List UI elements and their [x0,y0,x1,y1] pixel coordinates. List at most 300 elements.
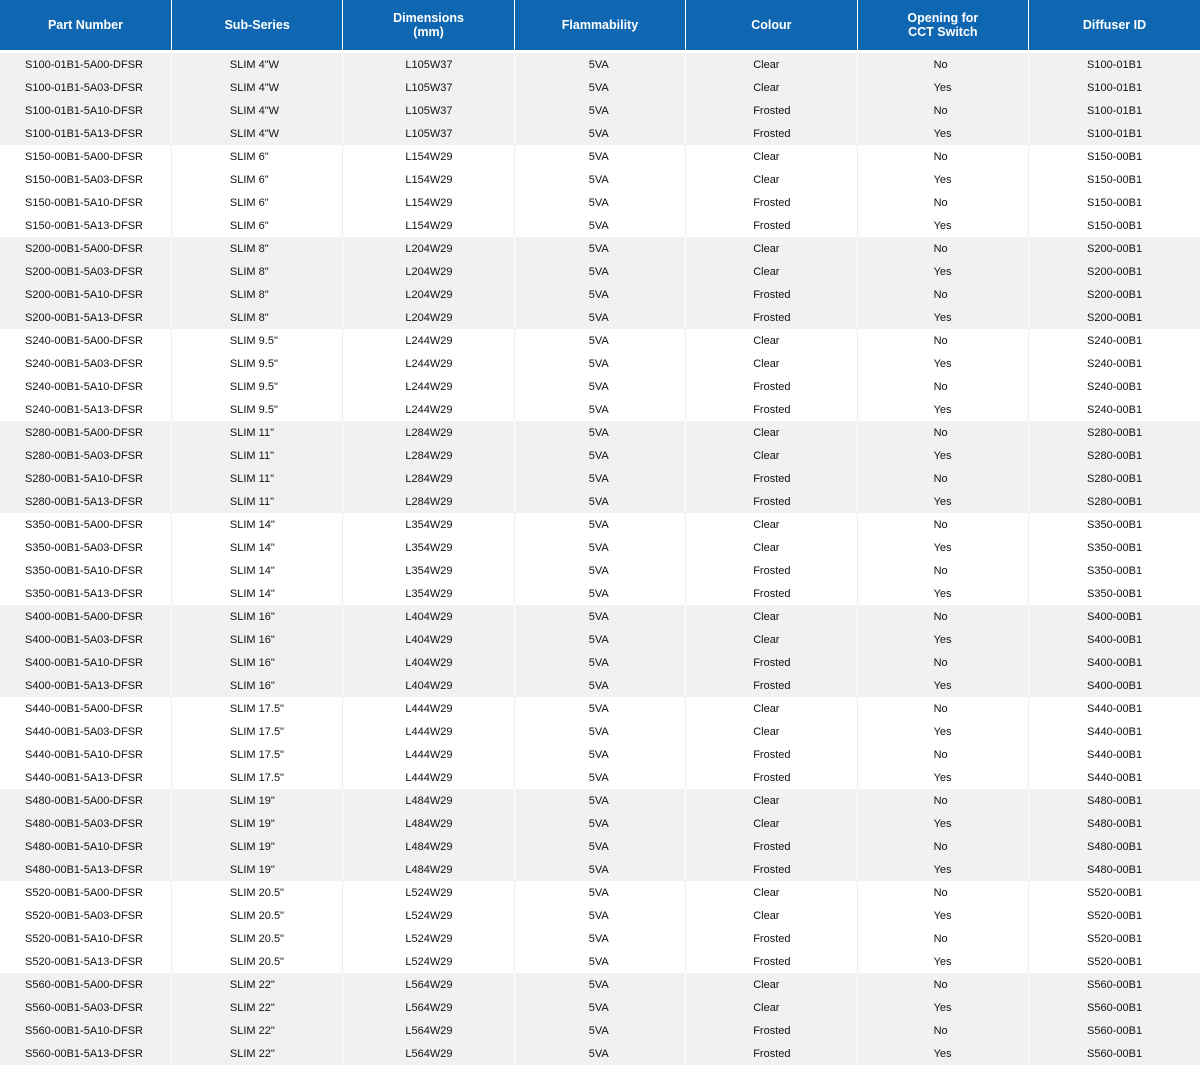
cell-colour: Frosted [686,766,857,789]
cell-colour: Frosted [686,582,857,605]
cell-cct-switch-opening: Yes [857,1042,1028,1065]
cell-flammability: 5VA [514,168,685,191]
cell-dimensions: L484W29 [343,835,514,858]
cell-sub-series: SLIM 17.5" [171,697,342,720]
cell-diffuser-id: S280-00B1 [1029,467,1200,490]
column-header-cct-switch-opening [857,0,1028,50]
cell-dimensions: L564W29 [343,996,514,1019]
cell-part-number: S480-00B1-5A13-DFSR [0,858,171,881]
column-header-label: Sub-Series [224,18,290,32]
cell-cct-switch-opening: No [857,99,1028,122]
cell-cct-switch-opening: Yes [857,582,1028,605]
cell-cct-switch-opening: Yes [857,352,1028,375]
cell-part-number: S560-00B1-5A03-DFSR [0,996,171,1019]
cell-diffuser-id: S350-00B1 [1029,559,1200,582]
cell-dimensions: L105W37 [343,122,514,145]
table-row [0,812,1200,835]
cell-sub-series: SLIM 20.5" [171,950,342,973]
cell-flammability: 5VA [514,628,685,651]
cell-dimensions: L284W29 [343,490,514,513]
cell-dimensions: L484W29 [343,812,514,835]
cell-sub-series: SLIM 19" [171,789,342,812]
cell-cct-switch-opening: No [857,329,1028,352]
cell-flammability: 5VA [514,904,685,927]
cell-sub-series: SLIM 14" [171,513,342,536]
cell-colour: Frosted [686,467,857,490]
cell-flammability: 5VA [514,927,685,950]
cell-sub-series: SLIM 19" [171,812,342,835]
cell-flammability: 5VA [514,99,685,122]
cell-diffuser-id: S560-00B1 [1029,1019,1200,1042]
table-row [0,559,1200,582]
cell-colour: Clear [686,536,857,559]
cell-colour: Clear [686,237,857,260]
cell-flammability: 5VA [514,214,685,237]
cell-colour: Frosted [686,283,857,306]
cell-dimensions: L204W29 [343,283,514,306]
cell-colour: Frosted [686,559,857,582]
table-row [0,191,1200,214]
table-row [0,76,1200,99]
cell-dimensions: L484W29 [343,858,514,881]
cell-diffuser-id: S280-00B1 [1029,421,1200,444]
table-header [0,0,1200,50]
cell-dimensions: L284W29 [343,444,514,467]
cell-cct-switch-opening: Yes [857,536,1028,559]
cell-colour: Clear [686,789,857,812]
table-row [0,950,1200,973]
table-row [0,421,1200,444]
cell-flammability: 5VA [514,697,685,720]
cell-flammability: 5VA [514,1019,685,1042]
table-row [0,444,1200,467]
cell-diffuser-id: S520-00B1 [1029,927,1200,950]
cell-dimensions: L204W29 [343,260,514,283]
cell-colour: Frosted [686,674,857,697]
cell-part-number: S150-00B1-5A03-DFSR [0,168,171,191]
cell-dimensions: L284W29 [343,467,514,490]
cell-colour: Clear [686,996,857,1019]
table-row [0,904,1200,927]
column-header-label: Part Number [47,18,123,32]
table-row [0,490,1200,513]
cell-part-number: S100-01B1-5A03-DFSR [0,76,171,99]
table-row [0,605,1200,628]
table-row [0,927,1200,950]
cell-cct-switch-opening: Yes [857,812,1028,835]
cell-dimensions: L105W37 [343,99,514,122]
table-row [0,743,1200,766]
cell-part-number: S280-00B1-5A13-DFSR [0,490,171,513]
cell-diffuser-id: S100-01B1 [1029,122,1200,145]
cell-part-number: S150-00B1-5A13-DFSR [0,214,171,237]
table-body [0,50,1200,1065]
cell-dimensions: L444W29 [343,720,514,743]
cell-part-number: S560-00B1-5A13-DFSR [0,1042,171,1065]
cell-colour: Frosted [686,1019,857,1042]
cell-flammability: 5VA [514,191,685,214]
cell-part-number: S480-00B1-5A03-DFSR [0,812,171,835]
cell-sub-series: SLIM 9.5" [171,398,342,421]
cell-sub-series: SLIM 4"W [171,76,342,99]
cell-cct-switch-opening: Yes [857,766,1028,789]
cell-flammability: 5VA [514,237,685,260]
cell-dimensions: L105W37 [343,53,514,76]
cell-flammability: 5VA [514,444,685,467]
cell-cct-switch-opening: Yes [857,398,1028,421]
cell-cct-switch-opening: Yes [857,950,1028,973]
cell-sub-series: SLIM 16" [171,628,342,651]
cell-sub-series: SLIM 16" [171,674,342,697]
cell-sub-series: SLIM 4"W [171,99,342,122]
column-header-colour [686,0,857,50]
cell-sub-series: SLIM 6" [171,191,342,214]
table-row [0,789,1200,812]
table-row [0,145,1200,168]
cell-part-number: S350-00B1-5A13-DFSR [0,582,171,605]
table-row [0,122,1200,145]
cell-flammability: 5VA [514,398,685,421]
table-row [0,766,1200,789]
cell-diffuser-id: S150-00B1 [1029,191,1200,214]
cell-colour: Clear [686,145,857,168]
cell-flammability: 5VA [514,973,685,996]
cell-part-number: S150-00B1-5A10-DFSR [0,191,171,214]
cell-part-number: S400-00B1-5A00-DFSR [0,605,171,628]
cell-flammability: 5VA [514,352,685,375]
cell-dimensions: L444W29 [343,766,514,789]
cell-part-number: S200-00B1-5A03-DFSR [0,260,171,283]
cell-sub-series: SLIM 17.5" [171,743,342,766]
cell-sub-series: SLIM 11" [171,421,342,444]
cell-colour: Clear [686,444,857,467]
cell-flammability: 5VA [514,283,685,306]
cell-colour: Frosted [686,99,857,122]
cell-sub-series: SLIM 6" [171,145,342,168]
cell-sub-series: SLIM 17.5" [171,766,342,789]
cell-diffuser-id: S150-00B1 [1029,168,1200,191]
column-header-label: Colour [751,18,792,32]
cell-part-number: S280-00B1-5A00-DFSR [0,421,171,444]
cell-sub-series: SLIM 4"W [171,122,342,145]
cell-diffuser-id: S200-00B1 [1029,283,1200,306]
cell-flammability: 5VA [514,858,685,881]
cell-sub-series: SLIM 22" [171,973,342,996]
cell-cct-switch-opening: Yes [857,674,1028,697]
cell-diffuser-id: S240-00B1 [1029,329,1200,352]
cell-dimensions: L444W29 [343,697,514,720]
cell-diffuser-id: S560-00B1 [1029,973,1200,996]
cell-cct-switch-opening: No [857,835,1028,858]
cell-diffuser-id: S240-00B1 [1029,352,1200,375]
table-row [0,881,1200,904]
cell-diffuser-id: S100-01B1 [1029,53,1200,76]
table-row [0,720,1200,743]
cell-cct-switch-opening: Yes [857,858,1028,881]
cell-flammability: 5VA [514,306,685,329]
cell-part-number: S440-00B1-5A10-DFSR [0,743,171,766]
table-row [0,329,1200,352]
cell-sub-series: SLIM 14" [171,559,342,582]
cell-flammability: 5VA [514,743,685,766]
column-header-label: Opening for [907,11,979,25]
cell-part-number: S400-00B1-5A10-DFSR [0,651,171,674]
column-header-flammability [514,0,685,50]
cell-colour: Frosted [686,858,857,881]
cell-diffuser-id: S480-00B1 [1029,812,1200,835]
cell-part-number: S150-00B1-5A00-DFSR [0,145,171,168]
cell-flammability: 5VA [514,76,685,99]
table-row [0,651,1200,674]
cell-diffuser-id: S100-01B1 [1029,99,1200,122]
cell-part-number: S240-00B1-5A13-DFSR [0,398,171,421]
cell-diffuser-id: S480-00B1 [1029,789,1200,812]
cell-dimensions: L244W29 [343,352,514,375]
cell-dimensions: L354W29 [343,582,514,605]
cell-flammability: 5VA [514,996,685,1019]
cell-sub-series: SLIM 14" [171,582,342,605]
cell-cct-switch-opening: No [857,1019,1028,1042]
cell-sub-series: SLIM 16" [171,605,342,628]
cell-diffuser-id: S240-00B1 [1029,375,1200,398]
cell-cct-switch-opening: Yes [857,628,1028,651]
column-header-part-number [0,0,171,50]
cell-colour: Frosted [686,835,857,858]
cell-dimensions: L404W29 [343,651,514,674]
table-row [0,858,1200,881]
cell-flammability: 5VA [514,835,685,858]
cell-cct-switch-opening: No [857,513,1028,536]
cell-sub-series: SLIM 11" [171,467,342,490]
cell-sub-series: SLIM 20.5" [171,904,342,927]
cell-sub-series: SLIM 22" [171,1019,342,1042]
cell-sub-series: SLIM 11" [171,490,342,513]
cell-colour: Clear [686,352,857,375]
cell-sub-series: SLIM 19" [171,858,342,881]
cell-colour: Frosted [686,306,857,329]
cell-sub-series: SLIM 6" [171,214,342,237]
cell-sub-series: SLIM 8" [171,237,342,260]
cell-flammability: 5VA [514,490,685,513]
table-row [0,99,1200,122]
table-row [0,835,1200,858]
cell-part-number: S200-00B1-5A00-DFSR [0,237,171,260]
cell-flammability: 5VA [514,536,685,559]
table-row [0,260,1200,283]
cell-diffuser-id: S560-00B1 [1029,1042,1200,1065]
cell-diffuser-id: S520-00B1 [1029,881,1200,904]
cell-sub-series: SLIM 6" [171,168,342,191]
cell-diffuser-id: S150-00B1 [1029,214,1200,237]
cell-colour: Clear [686,605,857,628]
cell-cct-switch-opening: Yes [857,996,1028,1019]
table-row [0,53,1200,76]
table-row [0,674,1200,697]
cell-dimensions: L244W29 [343,398,514,421]
cell-sub-series: SLIM 8" [171,260,342,283]
cell-flammability: 5VA [514,375,685,398]
cell-diffuser-id: S520-00B1 [1029,904,1200,927]
cell-flammability: 5VA [514,789,685,812]
cell-diffuser-id: S440-00B1 [1029,766,1200,789]
cell-sub-series: SLIM 11" [171,444,342,467]
cell-cct-switch-opening: No [857,973,1028,996]
cell-flammability: 5VA [514,467,685,490]
table-row [0,1019,1200,1042]
cell-colour: Frosted [686,122,857,145]
cell-dimensions: L524W29 [343,881,514,904]
cell-part-number: S440-00B1-5A13-DFSR [0,766,171,789]
cell-part-number: S280-00B1-5A10-DFSR [0,467,171,490]
cell-part-number: S100-01B1-5A13-DFSR [0,122,171,145]
cell-colour: Frosted [686,214,857,237]
column-header-dimensions [343,0,514,50]
cell-dimensions: L404W29 [343,628,514,651]
cell-dimensions: L354W29 [343,513,514,536]
cell-cct-switch-opening: No [857,789,1028,812]
cell-flammability: 5VA [514,582,685,605]
cell-cct-switch-opening: No [857,881,1028,904]
cell-sub-series: SLIM 20.5" [171,881,342,904]
cell-cct-switch-opening: No [857,559,1028,582]
cell-part-number: S480-00B1-5A10-DFSR [0,835,171,858]
table-row [0,536,1200,559]
cell-dimensions: L524W29 [343,927,514,950]
column-header-label: (mm) [413,25,444,39]
cell-diffuser-id: S480-00B1 [1029,835,1200,858]
column-header-label: CCT Switch [908,25,978,39]
column-header-diffuser-id [1029,0,1200,50]
cell-diffuser-id: S400-00B1 [1029,605,1200,628]
cell-part-number: S400-00B1-5A13-DFSR [0,674,171,697]
cell-flammability: 5VA [514,1042,685,1065]
cell-flammability: 5VA [514,720,685,743]
cell-cct-switch-opening: No [857,697,1028,720]
cell-diffuser-id: S150-00B1 [1029,145,1200,168]
cell-diffuser-id: S350-00B1 [1029,536,1200,559]
cell-sub-series: SLIM 8" [171,306,342,329]
cell-diffuser-id: S480-00B1 [1029,858,1200,881]
cell-cct-switch-opening: Yes [857,168,1028,191]
column-header-sub-series [171,0,342,50]
cell-diffuser-id: S400-00B1 [1029,674,1200,697]
cell-dimensions: L204W29 [343,306,514,329]
cell-colour: Clear [686,881,857,904]
cell-cct-switch-opening: Yes [857,490,1028,513]
cell-part-number: S100-01B1-5A10-DFSR [0,99,171,122]
cell-flammability: 5VA [514,260,685,283]
cell-diffuser-id: S560-00B1 [1029,996,1200,1019]
cell-part-number: S240-00B1-5A00-DFSR [0,329,171,352]
cell-flammability: 5VA [514,329,685,352]
cell-sub-series: SLIM 9.5" [171,375,342,398]
cell-part-number: S440-00B1-5A03-DFSR [0,720,171,743]
cell-sub-series: SLIM 17.5" [171,720,342,743]
cell-dimensions: L244W29 [343,329,514,352]
cell-colour: Clear [686,168,857,191]
cell-part-number: S400-00B1-5A03-DFSR [0,628,171,651]
cell-dimensions: L154W29 [343,168,514,191]
cell-dimensions: L154W29 [343,145,514,168]
cell-diffuser-id: S440-00B1 [1029,697,1200,720]
cell-colour: Frosted [686,651,857,674]
cell-dimensions: L564W29 [343,1042,514,1065]
table-row [0,168,1200,191]
cell-cct-switch-opening: No [857,651,1028,674]
table-row [0,697,1200,720]
cell-dimensions: L244W29 [343,375,514,398]
cell-cct-switch-opening: No [857,743,1028,766]
table-row [0,398,1200,421]
cell-cct-switch-opening: Yes [857,76,1028,99]
cell-diffuser-id: S400-00B1 [1029,651,1200,674]
table-row [0,996,1200,1019]
table-row [0,1042,1200,1065]
table-row [0,214,1200,237]
cell-part-number: S560-00B1-5A10-DFSR [0,1019,171,1042]
cell-colour: Clear [686,812,857,835]
cell-sub-series: SLIM 19" [171,835,342,858]
cell-sub-series: SLIM 14" [171,536,342,559]
cell-part-number: S480-00B1-5A00-DFSR [0,789,171,812]
cell-colour: Clear [686,973,857,996]
cell-cct-switch-opening: No [857,605,1028,628]
cell-part-number: S520-00B1-5A00-DFSR [0,881,171,904]
cell-colour: Clear [686,329,857,352]
table-row [0,582,1200,605]
cell-dimensions: L284W29 [343,421,514,444]
table-row [0,306,1200,329]
cell-part-number: S520-00B1-5A03-DFSR [0,904,171,927]
cell-diffuser-id: S200-00B1 [1029,306,1200,329]
table-row [0,513,1200,536]
cell-diffuser-id: S280-00B1 [1029,444,1200,467]
cell-colour: Frosted [686,950,857,973]
cell-colour: Clear [686,513,857,536]
column-header-label: Flammability [561,18,639,32]
cell-part-number: S280-00B1-5A03-DFSR [0,444,171,467]
cell-flammability: 5VA [514,421,685,444]
cell-part-number: S520-00B1-5A10-DFSR [0,927,171,950]
cell-cct-switch-opening: Yes [857,260,1028,283]
cell-flammability: 5VA [514,950,685,973]
cell-part-number: S350-00B1-5A03-DFSR [0,536,171,559]
cell-cct-switch-opening: Yes [857,720,1028,743]
cell-sub-series: SLIM 16" [171,651,342,674]
cell-flammability: 5VA [514,674,685,697]
table-row [0,352,1200,375]
cell-cct-switch-opening: No [857,467,1028,490]
cell-cct-switch-opening: No [857,927,1028,950]
cell-colour: Clear [686,904,857,927]
cell-sub-series: SLIM 8" [171,283,342,306]
cell-part-number: S240-00B1-5A10-DFSR [0,375,171,398]
cell-colour: Frosted [686,191,857,214]
cell-part-number: S350-00B1-5A10-DFSR [0,559,171,582]
cell-cct-switch-opening: No [857,421,1028,444]
cell-sub-series: SLIM 20.5" [171,927,342,950]
header-row [0,0,1200,50]
cell-flammability: 5VA [514,122,685,145]
cell-diffuser-id: S280-00B1 [1029,490,1200,513]
column-header-label: Dimensions [393,11,464,25]
cell-flammability: 5VA [514,766,685,789]
cell-dimensions: L524W29 [343,950,514,973]
cell-flammability: 5VA [514,513,685,536]
cell-part-number: S520-00B1-5A13-DFSR [0,950,171,973]
column-header-label: Diffuser ID [1082,18,1147,32]
cell-diffuser-id: S350-00B1 [1029,513,1200,536]
